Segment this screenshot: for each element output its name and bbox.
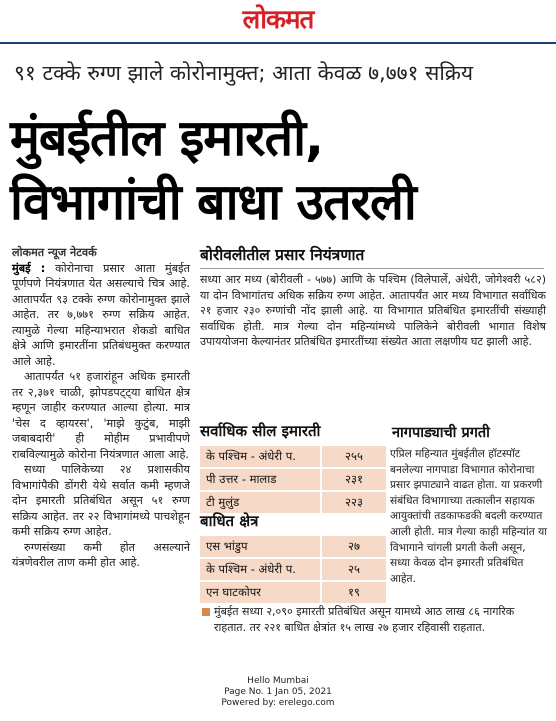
dateline: मुंबई : xyxy=(12,261,46,275)
nagpada-body: एप्रिल महिन्यात मुंबईतील हॉटस्पॉट बनलेल्या नागपाडा विभागात कोरोनाचा प्रसार झपाट्याने वाढत होता. या प्रकरणी संबंधित विभागाच्या तत्कालीन सहायक आयुक्तांची तडकाफडकी बदली करण्यात आली होती. मात्र गेल्या काही महिन्यांत या विभागाने चांगली प्रगती केली असून, सध्या केवळ दोन इमारती प्रतिबंधित आहेत. xyxy=(390,448,547,585)
footer-publication: Hello Mumbai xyxy=(247,676,309,686)
affected-areas-heading: बाधित क्षेत्र xyxy=(200,512,259,530)
table-row xyxy=(200,559,386,580)
paragraph-1: कोरोनाचा प्रसार आता मुंबईत पूर्णपणे नियंत्रणात येत असल्याचे चित्र आहे. आतापर्यंत ९३ टक्के रुग्ण कोरोनामुक्त झाले आहेत. तर ७,७७१ रुग्ण सक्रिय आहेत. त्यामुळे गेल्या महिन्याभरात शेकडो बाधित क्षेत्रे आणि इमारतींना प्रतिबंधमुक्त करण्यात आले आहे. xyxy=(12,261,190,368)
table-row xyxy=(200,469,386,490)
table-row xyxy=(200,582,386,603)
ward-name: एन घाटकोपर xyxy=(200,582,320,603)
paragraph-4: रुग्णसंख्या कमी होत असल्याने यंत्रणेवरील ताण कमी होत आहे. xyxy=(12,540,190,569)
byline: लोकमत न्यूज नेटवर्क xyxy=(12,246,97,259)
ward-count: २७ xyxy=(322,536,386,557)
ward-name: के पश्चिम - अंधेरी प. xyxy=(200,559,320,580)
paragraph-3: सध्या पालिकेच्या २४ प्रशासकीय विभागांपैकी डोंगरी येथे सर्वात कमी म्हणजे दोन इमारती प्रतिबंधित असून ५१ रुग्ण सक्रिय आहेत. तर २२ विभागांमध्ये पाचशेहून कमी सक्रिय रुग्ण आहेत. xyxy=(12,463,190,538)
story-paragraph xyxy=(12,261,190,370)
affected-areas-table xyxy=(200,536,386,605)
footer-powered-by: Powered by: erelego.com xyxy=(221,698,335,708)
bullet-square-icon xyxy=(202,608,210,616)
table-row xyxy=(200,536,386,557)
table-row xyxy=(200,446,386,467)
masthead xyxy=(0,0,556,44)
nagpada-heading: नागपाड्याची प्रगती xyxy=(392,425,490,441)
lokmat-logo: लोकमत xyxy=(242,5,314,35)
ward-count: २५ xyxy=(322,559,386,580)
page-footer xyxy=(0,676,556,709)
kicker-line: ९१ टक्के रुग्ण झाले कोरोनामुक्त; आता केवळ ७,७७१ सक्रिय xyxy=(14,61,474,85)
ward-name: पी उत्तर - मालाड xyxy=(200,469,320,490)
summary-note-text: मुंबईत सध्या २,०९० इमारती प्रतिबंधित असून यामध्ये आठ लाख ८६ नागरिक राहतात. तर २२१ बाधित क्षेत्रांत १५ लाख २७ हजार रहिवासी राहतात. xyxy=(214,605,515,634)
headline-line-2: विभागांची बाधा उतरली xyxy=(10,173,416,231)
headline-line-1: मुंबईतील इमारती, xyxy=(10,109,324,167)
side-story-body: सध्या आर मध्य (बोरीवली - ५७७) आणि के पश्चिम (विलेपार्ले, अंधेरी, जोगेश्वरी ५८२) या दोन विभागांतच अधिक सक्रिय रुग्ण आहेत. आतापर्यंत आर मध्य विभागात सर्वाधिक २१ हजार २३० रुग्णांची नोंद झाली आहे. या विभागात प्रतिबंधित इमारतींची संख्याही सर्वाधिक होती. मात्र गेल्या दोन महिन्यांमध्ये पालिकेने बोरीवली भागात विशेष उपाययोजना केल्यानंतर प्रतिबंधित इमारतींच्या संख्येत आता लक्षणीय घट झाली आहे. xyxy=(200,273,546,349)
ward-count: १९ xyxy=(322,582,386,603)
ward-count: २५५ xyxy=(322,446,386,467)
side-story-heading: बोरीवलीतील प्रसार नियंत्रणात xyxy=(200,244,544,269)
footer-page-date: Page No. 1 Jan 05, 2021 xyxy=(224,687,332,697)
ward-name: एस भांडुप xyxy=(200,536,320,557)
summary-note xyxy=(200,604,548,635)
main-headline xyxy=(10,106,550,234)
ward-count: २३१ xyxy=(322,469,386,490)
sealed-buildings-heading: सर्वाधिक सील इमारती xyxy=(200,422,321,440)
paragraph-2: आतापर्यंत ५१ हजारांहून अधिक इमारती तर २,३७१ चाळी, झोपडपट्ट्या बाधित क्षेत्र म्हणून जाहीर करण्यात आल्या होत्या. मात्र 'चेस द व्हायरस', 'माझे कुटुंब, माझी जबाबदारी' ही मोहीम प्रभावीपणे राबविल्यामुळे कोरोना नियंत्रणात आला आहे. xyxy=(12,370,190,461)
ward-name: टी मुलुंड xyxy=(200,492,320,513)
main-story-column xyxy=(12,245,190,571)
ward-count: २२३ xyxy=(322,492,386,513)
ward-name: के पश्चिम - अंधेरी प. xyxy=(200,446,320,467)
sealed-buildings-table xyxy=(200,446,386,515)
